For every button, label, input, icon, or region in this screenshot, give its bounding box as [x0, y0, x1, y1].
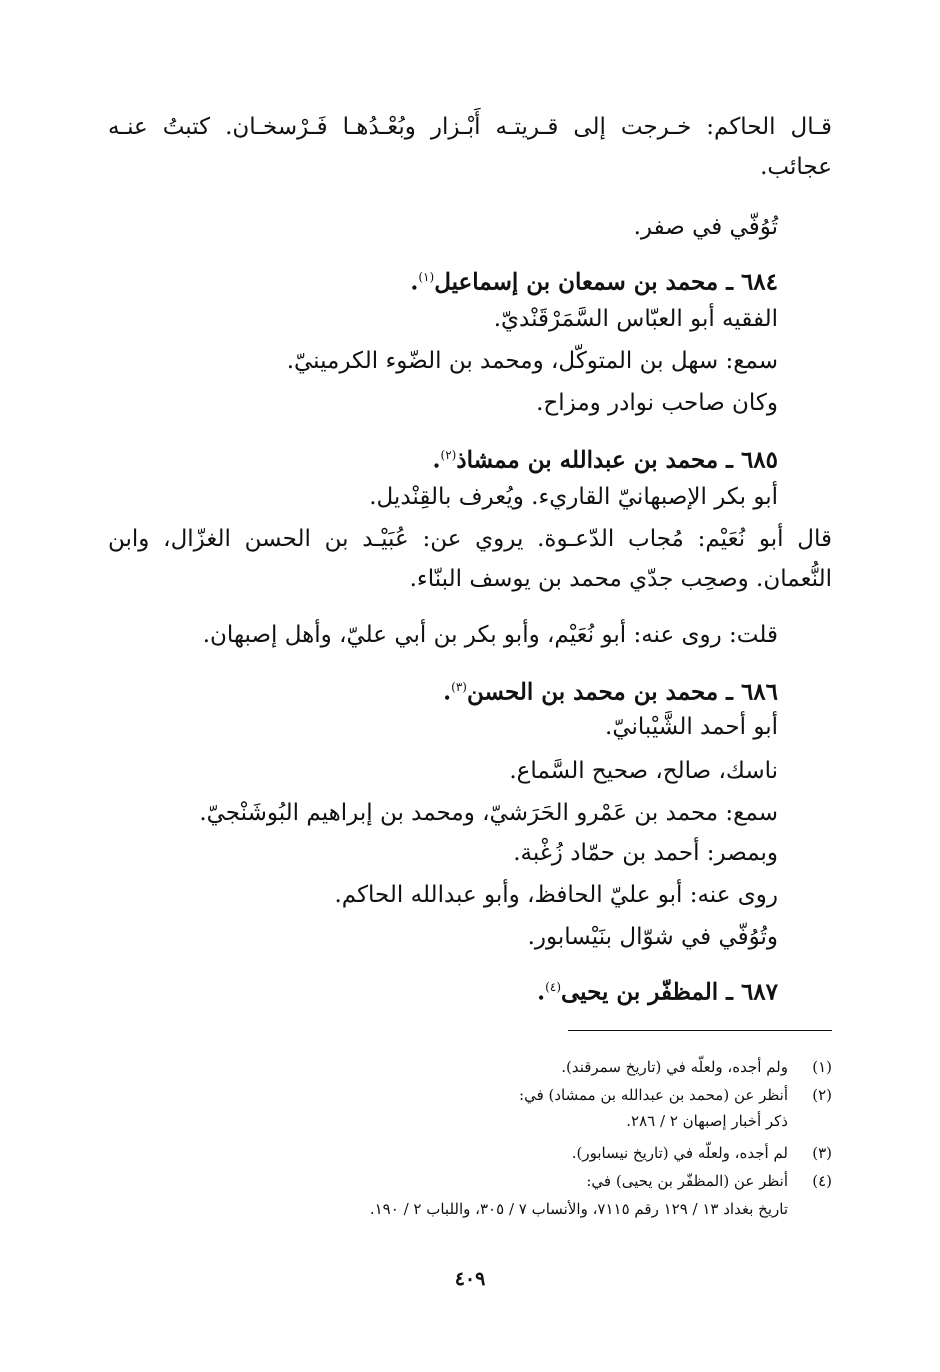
paragraph-line: قلت: روى عنه: أبو نُعَيْم، وأبو بكر بن أبي عليّ، وأهل إصبهان. — [202, 622, 778, 648]
paragraph-line: تُوُفّي في صفر. — [633, 214, 778, 240]
paragraph-line: الفقيه أبو العبّاس السَّمَرْقَنْديّ. — [493, 306, 778, 332]
paragraph-line: عجائب. — [760, 154, 832, 180]
paragraph-line: أبو بكر الإصبهانيّ القاريء. ويُعرف بالقِنْديل. — [369, 484, 778, 510]
entry-title: ٦٨٦ ـ محمد بن محمد بن الحسن — [466, 678, 778, 706]
footnote-number: (٣) — [812, 1144, 832, 1162]
entry-heading-686 — [443, 672, 778, 708]
entry-period: . — [410, 268, 419, 296]
entry-title: ٦٨٧ ـ المظفّر بن يحيى — [561, 978, 778, 1006]
entry-title: ٦٨٤ ـ محمد بن سمعان بن إسماعيل — [434, 268, 778, 296]
paragraph-line: روى عنه: أبو عليّ الحافظ، وأبو عبدالله الحاكم. — [334, 882, 778, 908]
paragraph-line: ناسك، صالح، صحيح السَّماع. — [509, 758, 778, 784]
footnote-text: تاريخ بغداد ١٣ / ١٢٩ رقم ٧١١٥، والأنساب ٧ / ٣٠٥، واللباب ٢ / ١٩٠. — [369, 1200, 788, 1218]
footnote-ref: (٢) — [440, 448, 457, 462]
page-number: ٤٠٩ — [454, 1268, 486, 1290]
entry-heading-687 — [537, 972, 778, 1008]
entry-period: . — [537, 978, 546, 1006]
footnote-text: ذكر أخبار إصبهان ٢ / ٢٨٦. — [626, 1112, 788, 1130]
entry-period: . — [443, 678, 452, 706]
footnote-divider — [568, 1030, 832, 1031]
entry-period: . — [432, 446, 441, 474]
footnote-ref: (٤) — [545, 980, 561, 994]
paragraph-line: قـال الحاكم: خـرجت إلى قـريتـه أَبْـزار وبُعْـدُهـا فَـرْسخـان. كتبتُ عنـه — [108, 114, 832, 140]
paragraph-line: وبمصر: أحمد بن حمّاد زُغْبة. — [513, 840, 778, 866]
footnote-text: لم أجده، ولعلّه في (تاريخ نيسابور). — [571, 1144, 788, 1162]
footnote-number: (٤) — [812, 1172, 832, 1190]
entry-title: ٦٨٥ ـ محمد بن عبدالله بن ممشاذ — [456, 446, 778, 474]
paragraph-line: سمع: سهل بن المتوكّل، ومحمد بن الضّوء الكرمينيّ. — [286, 348, 778, 374]
paragraph-line: أبو أحمد الشَّيْبانيّ. — [605, 714, 778, 740]
footnote-text: أنظر عن (المظفّر بن يحيى) في: — [586, 1172, 788, 1190]
paragraph-line: سمع: محمد بن عَمْرو الحَرَشيّ، ومحمد بن إبراهيم البُوشَنْجيّ. — [199, 800, 778, 826]
paragraph-line: قال أبو نُعَيْم: مُجاب الدّعـوة. يروي عن: عُبَيْـد بن الحسن الغزّال، وابن — [108, 526, 832, 552]
paragraph-line: النُّعمان. وصحِب جدّي محمد بن يوسف البنّاء. — [409, 566, 832, 592]
footnote-number: (٢) — [812, 1086, 832, 1104]
entry-heading-685 — [432, 440, 778, 476]
footnote-number: (١) — [812, 1058, 832, 1076]
footnote-ref: (١) — [418, 270, 435, 284]
footnote-ref: (٣) — [451, 680, 467, 694]
paragraph-line: وتُوُفّي في شوّال بنَيْسابور. — [527, 924, 778, 950]
footnote-text: ولم أجده، ولعلّه في (تاريخ سمرقند). — [561, 1058, 788, 1076]
footnote-text: أنظر عن (محمد بن عبدالله بن ممشاد) في: — [519, 1086, 788, 1104]
entry-heading-684 — [410, 262, 778, 298]
paragraph-line: وكان صاحب نوادر ومزاح. — [536, 390, 778, 416]
